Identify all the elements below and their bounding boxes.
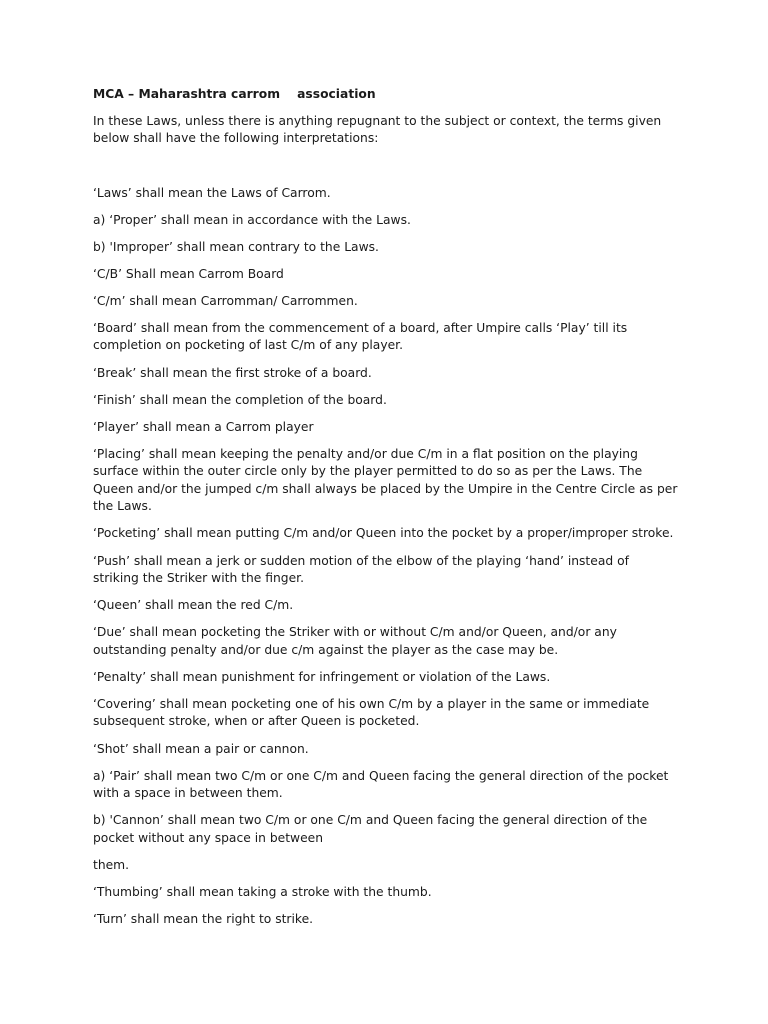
- definition-due: ‘Due’ shall mean pocketing the Striker with or without C/m and/or Queen, and/or any outstanding penalty and/or due c/m against the player as the case may be.: [93, 625, 617, 657]
- definition-carrom-board: ‘C/B’ Shall mean Carrom Board: [93, 266, 284, 281]
- definition-turn: ‘Turn’ shall mean the right to strike.: [93, 911, 314, 926]
- definition-cannon: b) 'Cannon’ shall mean two C/m or one C/m and Queen facing the general direction of the pocket without any space in between: [93, 813, 648, 845]
- definition-pair: a) ‘Pair’ shall mean two C/m or one C/m and Queen facing the general direction of the pocket with a space in between them.: [93, 768, 669, 801]
- document-body: [93, 86, 678, 938]
- definition-cannon-continued: them.: [93, 857, 130, 872]
- definition-improper: b) 'Improper’ shall mean contrary to the Laws.: [93, 239, 379, 254]
- definition-break: ‘Break’ shall mean the first stroke of a board.: [93, 365, 372, 380]
- definition-board: ‘Board’ shall mean from the commencement of a board, after Umpire calls ‘Play’ till its completion on pocketing of last C/m of any player.: [93, 320, 628, 353]
- document-title: MCA – Maharashtra carrom association: [93, 87, 376, 101]
- definition-covering: ‘Covering’ shall mean pocketing one of his own C/m by a player in the same or immediate subsequent stroke, when or after Queen is pocketed.: [93, 696, 650, 729]
- definition-carromman: ‘C/m’ shall mean Carromman/ Carrommen.: [93, 293, 358, 308]
- definition-placing: ‘Placing’ shall mean keeping the penalty and/or due C/m in a flat position on the playing surface within the outer circle only by the player permitted to do so as per the Laws. The Queen and/or the jumped c/m shall always be placed by the Umpire in the Centre Circle as per the Laws.: [93, 446, 678, 514]
- definition-queen: ‘Queen’ shall mean the red C/m.: [93, 598, 294, 613]
- definition-finish: ‘Finish’ shall mean the completion of the board.: [93, 392, 387, 407]
- definition-player: ‘Player’ shall mean a Carrom player: [93, 419, 314, 434]
- definition-penalty: ‘Penalty’ shall mean punishment for infringement or violation of the Laws.: [93, 669, 551, 684]
- definition-shot: ‘Shot’ shall mean a pair or cannon.: [93, 741, 309, 756]
- intro-paragraph: In these Laws, unless there is anything repugnant to the subject or context, the terms given below shall have the following interpretations:: [93, 113, 662, 145]
- definition-laws: ‘Laws’ shall mean the Laws of Carrom.: [93, 185, 331, 200]
- definition-proper: a) ‘Proper’ shall mean in accordance with the Laws.: [93, 212, 411, 227]
- definition-push: ‘Push’ shall mean a jerk or sudden motion of the elbow of the playing ‘hand’ instead of striking the Striker with the finger.: [93, 553, 629, 586]
- definition-thumbing: ‘Thumbing’ shall mean taking a stroke with the thumb.: [93, 884, 432, 899]
- definition-pocketing: ‘Pocketing’ shall mean putting C/m and/or Queen into the pocket by a proper/improper stroke.: [93, 526, 674, 541]
